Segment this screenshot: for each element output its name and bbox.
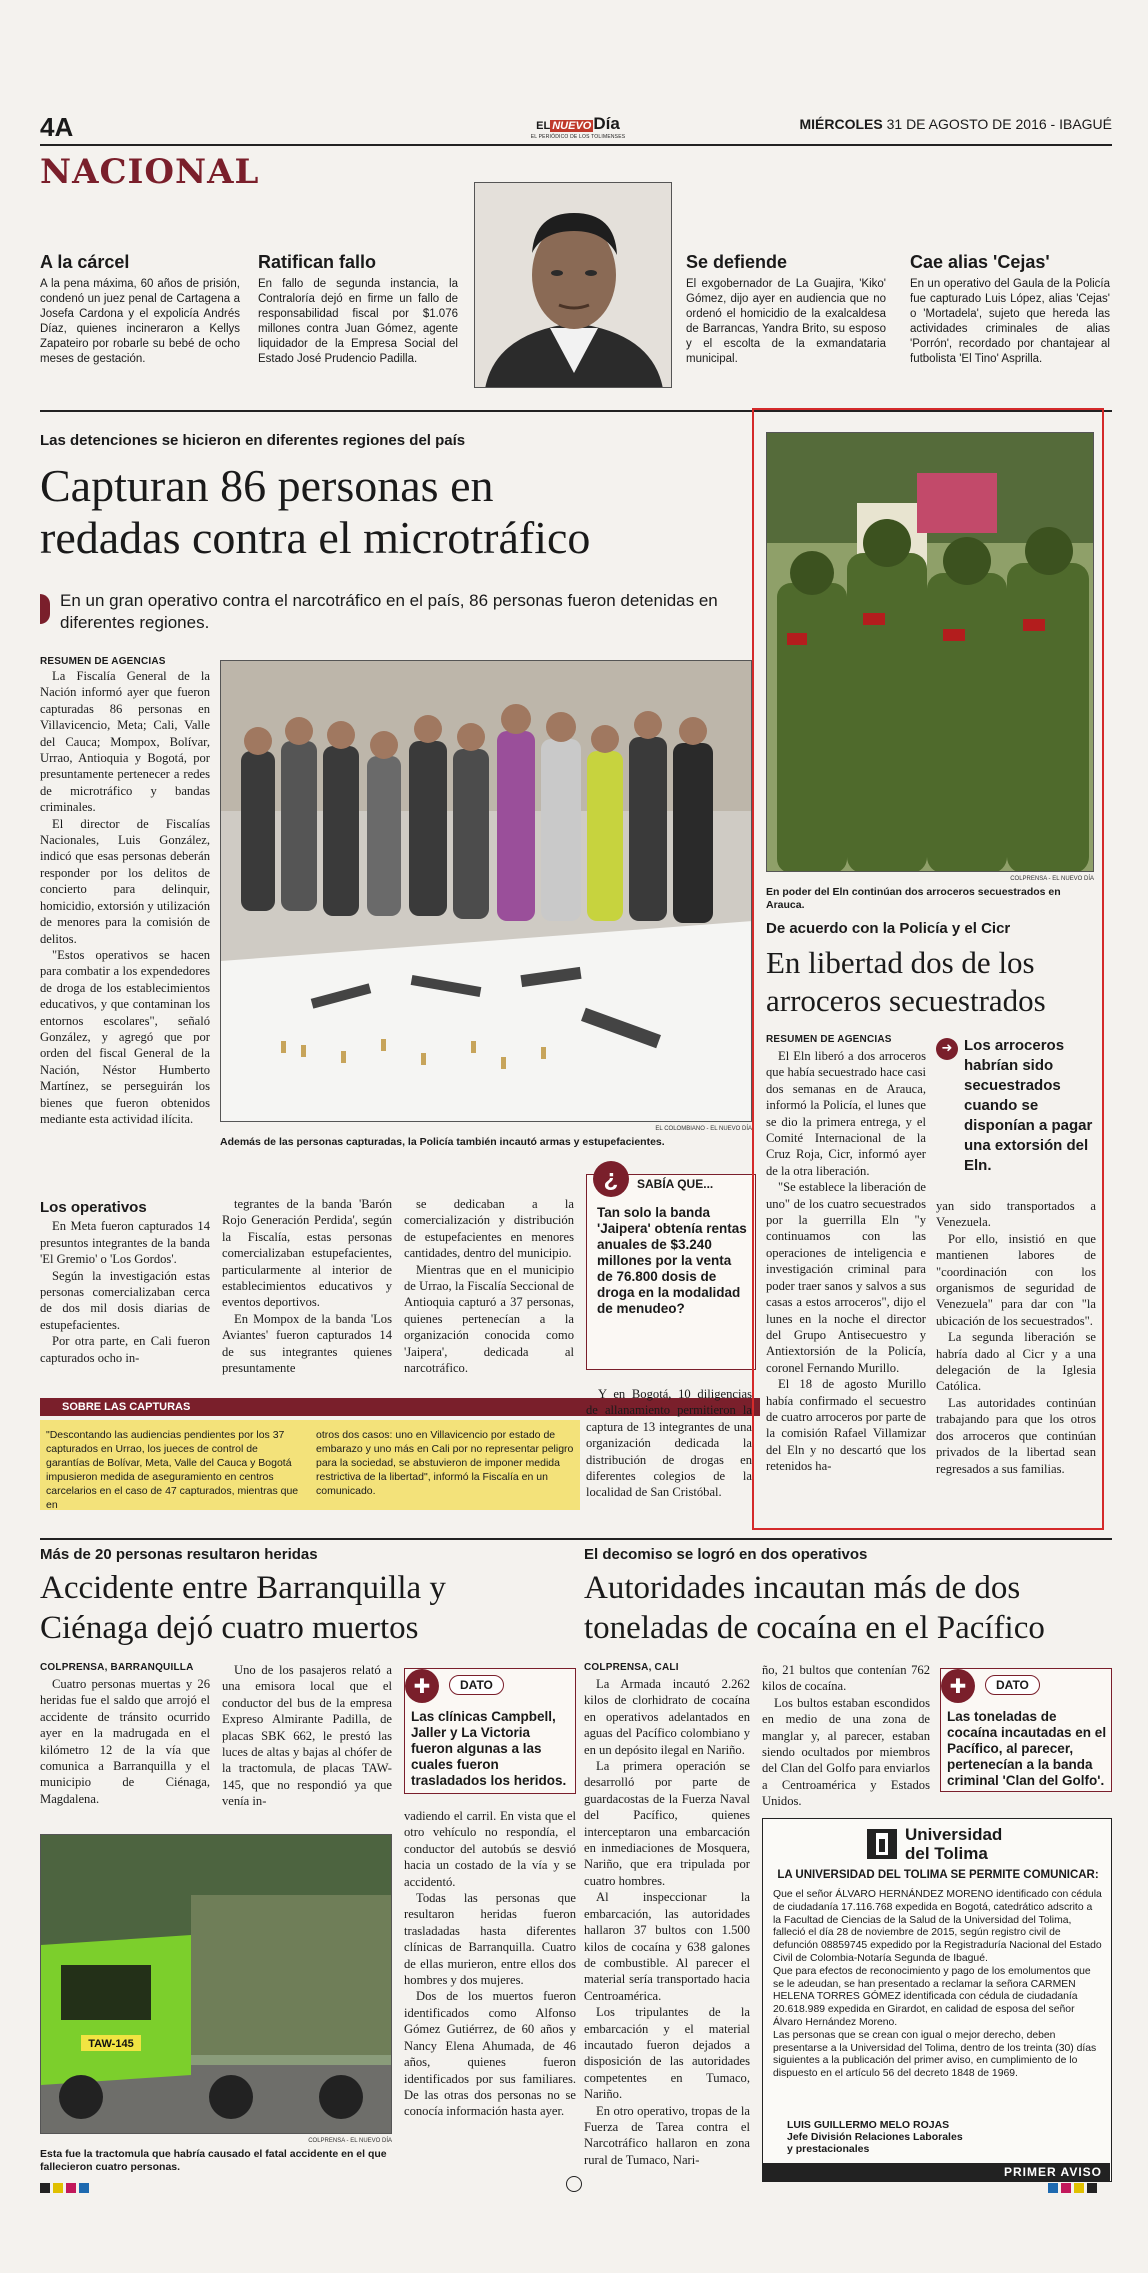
sabia-text: Tan solo la banda 'Jaipera' obtenía rentas anuales de $3.240 millones por la venta de 76.800 dosis de droga en la modalidad de menudeo?	[597, 1205, 747, 1316]
aviso-paragraph: Que el señor ÁLVARO HERNÁNDEZ MORENO identificado con cédula de ciudadanía 17.116.768 expedida en Bogotá, catedrático adscrito a la Facultad de Ciencias de la Salud de la Universidad del Tolima, falleció el día 28 de noviembre de 2015, según registro civil de defunción 08859745 expedido por la Registraduría Nacional del Estado Civil de Colombia-Notaría Segunda de Ibagué.	[773, 1889, 1102, 1964]
accidente-kicker: Más de 20 personas resultaron heridas	[40, 1546, 318, 1563]
accidente-dato-box	[404, 1668, 576, 1794]
aviso-box	[762, 1818, 1112, 2182]
cocaina-kicker: El decomiso se logró en dos operativos	[584, 1546, 868, 1563]
aviso-paragraph: Que para efectos de reconocimiento y pago de los emolumentos que se le adeudan, se han presentado a reclamar la señora CARMEN HELENA TORRES GÓMEZ identificada con cédula de ciudadanía 20.618.989 expedida en Girardot, en calidad de esposa del señor Álvaro Hernández Moreno.	[773, 1965, 1091, 2028]
date-rest: 31 DE AGOSTO DE 2016 - IBAGUÉ	[886, 116, 1112, 132]
brand-el: EL	[536, 120, 551, 132]
brief-portrait	[474, 182, 672, 388]
brief-text: A la pena máxima, 60 años de prisión, condenó un juez penal de Cartagena a Josefa Cardona y el expolicía Andrés Díaz, quienes incineraron a Kellys Zapateiro por robarle su bebé de ocho meses de gestación.	[40, 278, 240, 365]
main-col-a	[40, 1196, 210, 1366]
pullquote-text: Los arroceros habrían sido secuestrados cuando se disponían a pagar una extorsión del Eln.	[964, 1037, 1093, 1174]
sabia-label: SABÍA QUE...	[637, 1177, 714, 1191]
arroceros-kicker: De acuerdo con la Policía y el Cicr	[766, 920, 1011, 937]
paragraph: ño, 21 bultos que contenían 762 kilos de cocaína.	[762, 1663, 930, 1694]
university-name-line1: Universidad	[905, 1825, 1003, 1844]
sobre-col1: "Descontando las audiencias pendientes por los 37 capturados en Urrao, los jueces de control de garantías de Bolívar, Meta, Valle del Cauca y Bogotá impusieron medida de aseguramiento en centros carcelarios en el caso de 47 capturados, mientras que en	[46, 1429, 299, 1511]
paragraph: El director de Fiscalías Nacionales, Luis González, indicó que esas personas deberán responder por los delitos de concierto para delinquir, homicidio, extorsión y utilización de menores para la comisión de delitos.	[40, 816, 210, 946]
arroceros-photo-caption: En poder del Eln continúan dos arroceros secuestrados en Arauca.	[766, 886, 1061, 911]
masthead-brand	[528, 114, 628, 140]
paragraph: En Mompox de la banda 'Los Aviantes' fueron capturados 14 de sus integrantes quienes presuntamente	[222, 1311, 392, 1376]
paragraph: La primera operación se desarrolló por parte de guardacostas de la Fuerza Naval del Pacífico, quienes interceptaron una embarcación en inmediaciones de Mosquera, Nariño, que era tripulada por cuatro hombres.	[584, 1759, 750, 1888]
section-title: NACIONAL	[40, 152, 260, 192]
paragraph: Los bultos estaban escondidos en medio de una zona de manglar y, al parecer, estaban siendo ocultados por miembros del Clan del Golfo para enviarlos a Centroamérica y Estados Unidos.	[762, 1695, 930, 1809]
paragraph: Uno de los pasajeros relató a una emisora local que el conductor del bus de la empresa Expreso Almirante Padilla, de placas SBK 662, le prestó las luces de altas y bajas al chófer de la tractomula, de placas TAW-145, que no respondió ya que venía in-	[222, 1663, 392, 1809]
accidente-photo-credit: COLPRENSA - EL NUEVO DÍA	[308, 2138, 392, 2144]
brand-dia: Día	[593, 114, 620, 133]
print-color-bar-left	[40, 2180, 92, 2198]
brief-cejas	[910, 252, 1110, 367]
main-byline: RESUMEN DE AGENCIAS	[40, 656, 166, 667]
university-name-line2: del Tolima	[905, 1844, 988, 1863]
paragraph: Cuatro personas muertas y 26 heridas fue el saldo que arrojó el accidente de tránsito ocurrido ayer en la madrugada en el kilómetro 12 de la vía que comunica a Barranquilla y el municipio de Ciénaga, Magdalena.	[40, 1677, 210, 1806]
paragraph: Según la investigación estas personas comercializaban cerca de dos mil dosis diarias de estupefacientes.	[40, 1268, 210, 1332]
cocaina-headline	[584, 1568, 1114, 1648]
signer-name: LUIS GUILLERMO MELO ROJAS	[787, 2119, 950, 2131]
arroceros-photo-credit: COLPRENSA - EL NUEVO DÍA	[1010, 876, 1094, 882]
paragraph: "Se establece la liberación de uno" de los cuatro secuestrados por la guerrilla Eln "y continuamos con las operaciones de inteligencia e investigación criminal para poder traer sanos y salvos a sus casas a estos arroceros", dijo el lunes en la noche el director del Grupo Antisecuestro y Antiextorsión de la Policía, coronel Fernando Murillo.	[766, 1180, 926, 1375]
arroceros-headline	[766, 944, 1096, 1020]
sobre-capturas	[40, 1398, 580, 1514]
issue-date	[799, 116, 1112, 132]
arroceros-pullquote	[936, 1036, 1094, 1176]
dato-text: Las clínicas Campbell, Jaller y La Victoria fueron algunas a las cuales fueron trasladados los heridos.	[411, 1709, 567, 1788]
arrow-icon: ➜	[936, 1038, 958, 1060]
brief-text: En un operativo del Gaula de la Policía fue capturado Luis López, alias 'Cejas' o 'Mortadela', sujeto que hereda las actividades criminales de alias 'Porrón', recordado por chantajear al futbolista 'El Tino' Asprilla.	[910, 278, 1110, 365]
print-color-bar-right	[1048, 2180, 1100, 2198]
paragraph: La Fiscalía General de la Nación informó ayer que fueron capturadas 86 personas en Villavicencio, Meta; Cali, Valle del Cauca; Mompox, Bolívar, Urrao, Antioquia y Bogotá, por presuntamente pertenecer a redes de microtráfico y bandas criminales.	[40, 669, 210, 815]
paragraph: Las autoridades continúan trabajando para que los otros dos arroceros que continúan privados de la libertad sean regresados a sus familias.	[936, 1395, 1096, 1476]
paragraph: Por ello, insistió en que mantienen labores de "coordinación con los organismos de seguridad de Venezuela" para dar con "la ubicación de los secuestrados".	[936, 1231, 1096, 1328]
accidente-headline-line2: Ciénaga dejó cuatro muertos	[40, 1610, 419, 1646]
paragraph: "Estos operativos se hacen para combatir a los expendedores de droga de los establecimientos educativos, y que contaminan los entornos escolares", señaló González, y agregó que por orden del fiscal General de la Nación, Néstor Humberto Martínez, se perseguirán los bienes que fueron obtenidos mediante esta actividad ilícita.	[40, 947, 210, 1126]
main-col-d	[586, 1386, 752, 1501]
date-weekday: MIÉRCOLES	[799, 116, 883, 132]
brief-title: Se defiende	[686, 252, 788, 272]
paragraph: tegrantes de la banda 'Barón Rojo Generación Perdida', según la Fiscalía, estas personas comercializaban estupefacientes, particularmente al interior de establecimientos educativos y eventos deportivos.	[222, 1197, 392, 1310]
main-headline-line2: redadas contra el microtráfico	[40, 512, 591, 563]
registration-mark-icon	[566, 2176, 582, 2192]
brief-title: Ratifican fallo	[258, 252, 377, 272]
main-headline-line1: Capturan 86 personas en	[40, 460, 494, 511]
cocaina-dato-box	[940, 1668, 1112, 1792]
lead-text: En un gran operativo contra el narcotráfico en el país, 86 personas fueron detenidas en diferentes regiones.	[60, 591, 718, 632]
cocaina-col2	[762, 1662, 930, 1810]
arroceros-photo	[766, 432, 1094, 872]
cocaina-headline-line1: Autoridades incautan más de dos	[584, 1570, 1021, 1606]
paragraph: El 18 de agosto Murillo había confirmado el secuestro de cuatro arroceros por parte de la comisión Rafael Villamizar del Eln y no descartó que los retenidos ha-	[766, 1377, 926, 1474]
brief-defiende	[686, 252, 886, 367]
arroceros-col1	[766, 1048, 926, 1475]
brief-fallo	[258, 252, 458, 367]
paragraph: vadiendo el carril. En vista que el otro vehículo no respondía, el conductor del autobús se desvió hacia un costado de la vía y se accidentó.	[404, 1809, 576, 1889]
paragraph: Y en Bogotá, 10 diligencias de allanamiento permitieron la captura de 13 integrantes de una organización dedicada la distribución de drogas en diferentes colegios de la localidad de San Cristóbal.	[586, 1387, 752, 1500]
aviso-signer	[787, 2119, 963, 2155]
accidente-col1	[40, 1676, 210, 1807]
paragraph: se dedicaban a la comercialización y distribución de estupefacientes en menores cantidades, dentro del municipio.	[404, 1197, 574, 1261]
dato-label: DATO	[985, 1675, 1040, 1695]
dato-cross-icon: ✚	[405, 1669, 439, 1703]
sobre-label: SOBRE LAS CAPTURAS	[62, 1401, 191, 1413]
signer-role: y prestacionales	[787, 2143, 870, 2155]
aviso-footer	[763, 2163, 1110, 2181]
arroceros-col2	[936, 1198, 1096, 1477]
main-col-b	[222, 1196, 392, 1376]
dato-text: Las toneladas de cocaína incautadas en el Pacífico, al parecer, pertenecían a la banda criminal 'Clan del Golfo'.	[947, 1709, 1107, 1788]
dato-cross-icon: ✚	[941, 1669, 975, 1703]
detainees-illustration	[221, 661, 752, 1122]
university-logo	[867, 1829, 897, 1859]
paragraph: Por otra parte, en Cali fueron capturados ocho in-	[40, 1334, 210, 1365]
brief-carcel	[40, 252, 240, 367]
brief-title: A la cárcel	[40, 252, 130, 272]
paragraph: Dos de los muertos fueron identificados como Alfonso Gómez Gutiérrez, de 60 años y Nancy Elena Ahumada, de 46 años, quienes fueron identificados por sus familiares. De las otras dos personas no se conocía información hasta ayer.	[404, 1989, 576, 2119]
aviso-body	[773, 1889, 1103, 2081]
main-col1	[40, 668, 210, 1127]
accidente-col3	[404, 1808, 576, 2120]
cocaina-col1	[584, 1676, 750, 2168]
portrait-illustration	[475, 183, 672, 388]
brief-text: En fallo de segunda instancia, la Contraloría dejó en firme un fallo de responsabilidad fiscal por $1.076 millones contra Juan Gómez, agente liquidador de la Empresa Social del Estado José Prudencio Padilla.	[258, 278, 458, 365]
sabia-que-box	[586, 1165, 756, 1370]
main-kicker: Las detenciones se hicieron en diferentes regiones del país	[40, 432, 466, 449]
masthead	[40, 112, 1112, 148]
paragraph: La Armada incautó 2.262 kilos de clorhidrato de cocaína en operativos adelantados en aguas del Pacífico colombiano y en un depósito ilegal en Nariño.	[584, 1677, 750, 1757]
main-subhead: Los operativos	[40, 1199, 147, 1216]
brand-nuevo: NUEVO	[552, 120, 592, 132]
paragraph: Al inspeccionar la embarcación, las autoridades hallaron 37 bultos con 1.500 kilos de cocaína y 638 galones de combustible. Al parecer el material sería transportado hacia Centroamérica.	[584, 1890, 750, 2003]
brief-title: Cae alias 'Cejas'	[910, 252, 1050, 272]
university-logo-icon	[876, 1833, 888, 1855]
aviso-title: LA UNIVERSIDAD DEL TOLIMA SE PERMITE COMUNICAR:	[777, 1869, 1099, 1881]
paragraph: En otro operativo, tropas de la Fuerza de Tarea contra el Narcotráfico hallaron en zona rural de Tumaco, Nari-	[584, 2103, 750, 2167]
arroceros-byline: RESUMEN DE AGENCIAS	[766, 1034, 892, 1045]
accidente-photo-caption: Esta fue la tractomula que habría causado el fatal accidente en el que fallecieron cuatro personas.	[40, 2148, 387, 2173]
truck-illustration	[41, 1835, 392, 2134]
aviso-paragraph: Las personas que se crean con igual o mejor derecho, deben presentarse a la Universidad del Tolima, dentro de los treinta (30) días siguientes a la publicación del primer aviso, en cumplimiento de lo dispuesto en el artículo 56 del decreto 1848 de 1969.	[773, 2029, 1097, 2080]
page-number: 4A	[40, 112, 74, 142]
paragraph: Todas las personas que resultaron heridas fueron trasladadas hasta diferentes clínicas de Barranquilla. Cuatro de ellas murieron, entre ellos dos hombres y dos mujeres.	[404, 1891, 576, 1988]
main-lead	[40, 590, 740, 634]
cocaina-headline-line2: toneladas de cocaína en el Pacífico	[584, 1610, 1045, 1646]
sobre-box	[40, 1420, 580, 1510]
bottom-section-rule	[40, 1538, 1112, 1540]
soldiers-illustration	[767, 433, 1094, 872]
main-photo-credit: EL COLOMBIANO - EL NUEVO DÍA	[655, 1126, 752, 1132]
arroceros-headline-line2: arroceros secuestrados	[766, 983, 1046, 1018]
sobre-col2: otros dos casos: uno en Villavicencio por estado de embarazo y uno más en Cali por no representar peligro para la sociedad, se abstuvieron de imponer medida restrictiva de la libertad", informó la Fiscalía en un comunicado.	[316, 1429, 574, 1497]
accidente-headline	[40, 1568, 580, 1648]
paragraph: La segunda liberación se habría dado al Cicr y a una delegación de la Iglesia Católica.	[936, 1330, 1096, 1394]
paragraph: El Eln liberó a dos arroceros que había secuestrado hace casi dos semanas en de Arauca, informó la Policía, el lunes que se dio la primera entrega, y el Comité Internacional de la Cruz Roja, Cicr, informó ayer de la otra liberación.	[766, 1049, 926, 1178]
accidente-headline-line1: Accidente entre Barranquilla y	[40, 1570, 446, 1606]
university-name	[905, 1825, 1002, 1863]
main-photo	[220, 660, 752, 1122]
brief-text: El exgobernador de La Guajira, 'Kiko' Gómez, dijo ayer en audiencia que no ordenó el homicidio de la exalcaldesa de Barrancas, Yandra Brito, su esposo y el escolta de la exmandataria municipal.	[686, 278, 886, 365]
signer-role: Jefe División Relaciones Laborales	[787, 2131, 963, 2143]
lead-marker-icon	[40, 594, 50, 624]
arroceros-headline-line1: En libertad dos de los	[766, 945, 1035, 980]
main-headline	[40, 460, 760, 564]
accidente-photo	[40, 1834, 392, 2134]
accidente-col2	[222, 1662, 392, 1810]
paragraph: En Meta fueron capturados 14 presuntos integrantes de la banda 'El Gremio' o 'Los Gordos'.	[40, 1219, 210, 1267]
truck-plate-text: TAW-145	[88, 2038, 134, 2050]
accidente-byline: COLPRENSA, BARRANQUILLA	[40, 1662, 194, 1673]
masthead-rule	[40, 144, 1112, 146]
main-photo-caption: Además de las personas capturadas, la Policía también incautó armas y estupefacientes.	[220, 1136, 665, 1148]
paragraph: Mientras que en el municipio de Urrao, la Fiscalía Seccional de Antioquia capturó a 37 personas, quienes pertenecían a la organización conocida como 'Jaipera', dedicada al narcotráfico.	[404, 1262, 574, 1376]
question-icon: ¿	[593, 1161, 629, 1197]
main-col-c	[404, 1196, 574, 1376]
dato-label: DATO	[449, 1675, 504, 1695]
brand-tagline: EL PERIÓDICO DE LOS TOLIMENSES	[530, 134, 626, 140]
aviso-footer-label: PRIMER AVISO	[1003, 2165, 1102, 2179]
cocaina-byline: COLPRENSA, CALI	[584, 1662, 679, 1673]
paragraph: yan sido transportados a Venezuela.	[936, 1199, 1096, 1230]
paragraph: Los tripulantes de la embarcación y el material incautado fueron dejados a disposición de las autoridades competentes en Tumaco, Nariño.	[584, 2005, 750, 2102]
